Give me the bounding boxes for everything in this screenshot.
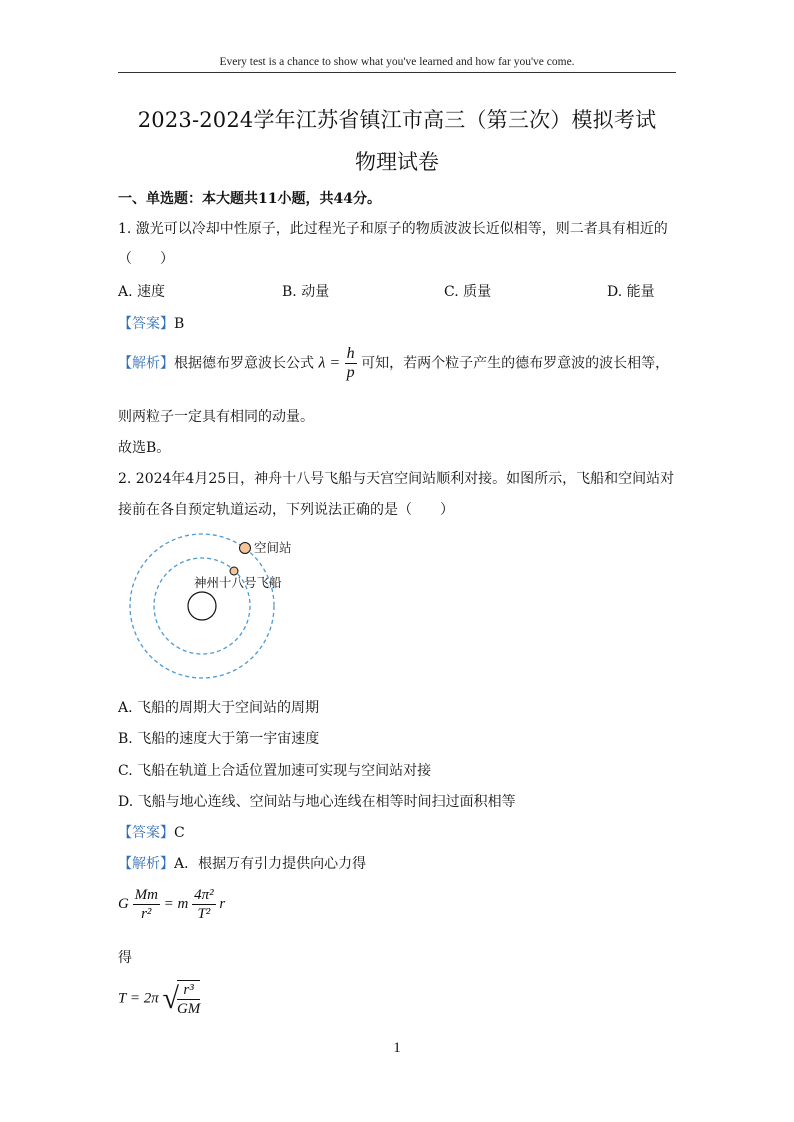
space-station-icon — [240, 543, 251, 554]
label-spaceship: 神州十八号飞船 — [194, 575, 282, 590]
q1-formula-num: h — [346, 345, 355, 362]
q1-option-b: B. 动量 — [282, 284, 330, 300]
q1-formula-den: p — [346, 364, 355, 381]
q1-option-a: A. 速度 — [118, 284, 166, 300]
eq2-gm: GM — [176, 1001, 201, 1017]
q1-formula-lhs: λ = — [318, 354, 341, 372]
page-title: 2023-2024学年江苏省镇江市高三（第三次）模拟考试 — [137, 108, 657, 132]
q1-conclusion: 故选B。 — [118, 440, 171, 456]
q1-analysis-pre: 根据德布罗意波长公式 — [174, 355, 314, 372]
q2-option-c: C. 飞船在轨道上合适位置加速可实现与空间站对接 — [118, 763, 432, 779]
q2-de: 得 — [118, 950, 132, 966]
eq2-frac — [177, 980, 200, 1018]
q2-stem-line2: 接前在各自预定轨道运动，下列说法正确的是（ ） — [118, 502, 454, 518]
label-space-station: 空间站 — [254, 540, 292, 555]
eq1-t2: T² — [197, 906, 211, 922]
q2-analysis-tag: 【解析】 — [118, 856, 174, 872]
q1-option-c: C. 质量 — [444, 284, 492, 300]
equation-period — [118, 980, 200, 1018]
sqrt-icon: √ — [162, 982, 179, 1015]
eq1-r: r — [219, 895, 226, 912]
eq1-4pi2: 4π² — [194, 887, 214, 903]
page-number: 1 — [393, 1040, 401, 1056]
orbit-diagram — [118, 530, 318, 690]
eq1-g: G — [118, 895, 129, 912]
eq2-lhs: T = 2π — [118, 990, 159, 1007]
q2-option-b: B. 飞船的速度大于第一宇宙速度 — [118, 731, 320, 747]
eq1-eq: = m — [163, 895, 189, 912]
q2-answer — [118, 822, 185, 842]
q1-answer — [118, 313, 184, 333]
earth-icon — [188, 592, 216, 620]
q2-stem-line1: 2. 2024年4月25日，神舟十八号飞船与天宫空间站顺利对接。如图所示，飞船和空间站对 — [118, 471, 675, 487]
section-heading: 一、单选题：本大题共11小题，共44分。 — [118, 191, 381, 207]
eq1-r2: r² — [141, 906, 152, 922]
eq1-frac-mass — [133, 886, 160, 923]
q2-analysis — [118, 853, 366, 873]
header-divider — [118, 72, 676, 73]
q1-answer-value: B — [174, 316, 185, 332]
eq1-frac-pi — [192, 886, 216, 923]
eq1-mm: Mm — [134, 887, 158, 903]
q1-answer-tag: 【答案】 — [118, 316, 174, 332]
q2-answer-value: C — [174, 825, 185, 841]
eq2-r3: r³ — [177, 981, 200, 1000]
q1-analysis-post: 可知，若两个粒子产生的德布罗意波的波长相等， — [361, 355, 670, 372]
page-subtitle: 物理试卷 — [355, 150, 439, 174]
q2-option-a: A. 飞船的周期大于空间站的周期 — [118, 700, 320, 716]
spaceship-icon — [230, 567, 238, 575]
q1-option-d: D. 能量 — [607, 284, 655, 300]
q1-stem-line1: 1. 激光可以冷却中性原子，此过程光子和原子的物质波波长近似相等，则二者具有相近的 — [118, 221, 668, 237]
q1-formula-fraction — [345, 345, 357, 382]
q1-stem-line2: （ ） — [118, 251, 174, 267]
equation-gravity — [118, 886, 225, 923]
q1-analysis-line2: 则两粒子一定具有相同的动量。 — [118, 409, 314, 425]
header-motto: Every test is a chance to show what you've learned and how far you've come. — [219, 56, 575, 68]
q2-answer-tag: 【答案】 — [118, 825, 174, 841]
q1-analysis-tag: 【解析】 — [118, 355, 174, 372]
q2-analysis-text: A．根据万有引力提供向心力得 — [174, 856, 367, 872]
q2-option-d: D. 飞船与地心连线、空间站与地心连线在相等时间扫过面积相等 — [118, 794, 516, 810]
q1-analysis — [118, 345, 669, 382]
